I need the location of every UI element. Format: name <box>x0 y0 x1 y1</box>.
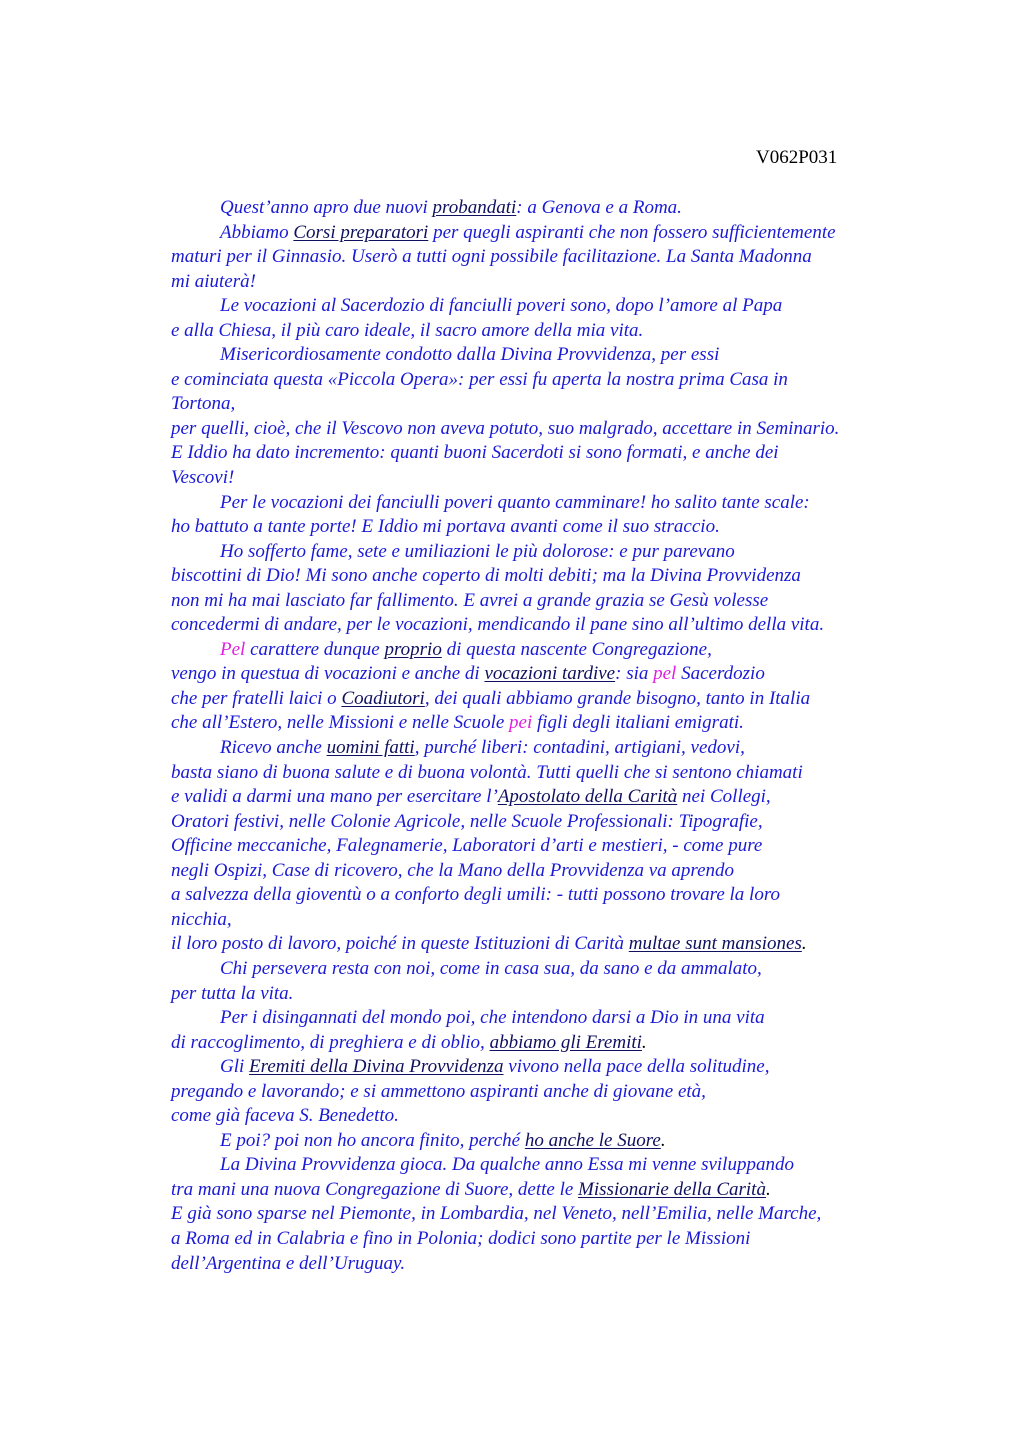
underlined-term: probandati <box>432 197 517 218</box>
text-line: maturi per il Ginnasio. Userò a tutti ogni possibile facilitazione. La Santa Madonna <box>171 246 812 268</box>
text-line: Abbiamo Corsi preparatori per quegli aspiranti che non fossero sufficientemente <box>220 221 836 243</box>
text-line: nicchia, <box>171 908 232 930</box>
underlined-term: multae sunt mansiones <box>628 933 802 955</box>
page-identifier: V062P031 <box>756 147 838 168</box>
underlined-term: abbiamo gli Eremiti <box>489 1031 642 1053</box>
text-line: e alla Chiesa, il più caro ideale, il sacro amore della mia vita. <box>171 319 644 341</box>
text-line: mi aiuterà! <box>171 270 256 292</box>
text-line: a Roma ed in Calabria e fino in Polonia; dodici sono partite per le Missioni <box>171 1227 751 1249</box>
document-body <box>171 196 1011 1276</box>
text-line: E già sono sparse nel Piemonte, in Lombardia, nel Veneto, nell’Emilia, nelle Marche, <box>171 1203 822 1225</box>
text-line: Oratori festivi, nelle Colonie Agricole, nelle Scuole Professionali: Tipografie, <box>171 810 763 832</box>
text-line: non mi ha mai lasciato far fallimento. E avrei a grande grazia se Gesù volesse <box>171 589 769 611</box>
text-line: il loro posto di lavoro, poiché in queste Istituzioni di Carità multae sunt mansiones. <box>171 933 807 955</box>
underlined-term: Missionarie della Carità <box>578 1178 766 1200</box>
underlined-term: Corsi preparatori <box>293 221 429 243</box>
text-line: E poi? poi non ho ancora finito, perché ho anche le Suore. <box>220 1129 666 1151</box>
underlined-term: vocazioni tardive <box>484 663 616 685</box>
text-line: pregando e lavorando; e si ammettono aspiranti anche di giovane età, <box>171 1080 706 1102</box>
text-line: vengo in questua di vocazioni e anche di vocazioni tardive: sia pel Sacerdozio <box>171 663 765 685</box>
text-line: che all’Estero, nelle Missioni e nelle Scuole pei figli degli italiani emigrati. <box>171 712 744 734</box>
text-line: per quelli, cioè, che il Vescovo non aveva potuto, suo malgrado, accettare in Seminario. <box>171 417 840 439</box>
underlined-term: Coadiutori <box>341 687 425 709</box>
highlighted-word: pei <box>509 712 533 734</box>
text-line: basta siano di buona salute e di buona volontà. Tutti quelli che si sentono chiamati <box>171 761 803 783</box>
text-line: biscottini di Dio! Mi sono anche coperto di molti debiti; ma la Divina Provvidenza <box>171 565 801 587</box>
text-line: e cominciata questa «Piccola Opera»: per essi fu aperta la nostra prima Casa in <box>171 368 788 390</box>
underlined-term: ho anche le Suore <box>524 1129 661 1151</box>
underlined-term: Eremiti della Divina Provvidenza <box>249 1056 504 1078</box>
text-line: di raccoglimento, di preghiera e di oblio, abbiamo gli Eremiti. <box>171 1031 647 1053</box>
text-line: negli Ospizi, Case di ricovero, che la Mano della Provvidenza va aprendo <box>171 859 735 881</box>
text-line: e validi a darmi una mano per esercitare l’Apostolato della Carità nei Collegi, <box>171 786 771 808</box>
text-line: Ho sofferto fame, sete e umiliazioni le più dolorose: e pur parevano <box>220 540 735 562</box>
underlined-term: proprio <box>384 638 442 660</box>
text-line: Quest’anno apro due nuovi probandati: a Genova e a Roma. <box>220 197 682 218</box>
text-line: Chi persevera resta con noi, come in casa sua, da sano e da ammalato, <box>220 957 762 979</box>
text-line: tra mani una nuova Congregazione di Suore, dette le Missionarie della Carità. <box>171 1178 771 1200</box>
text-line: per tutta la vita. <box>171 982 294 1004</box>
text-line: Officine meccaniche, Falegnamerie, Laboratori d’arti e mestieri, - come pure <box>171 835 763 857</box>
text-line: ho battuto a tante porte! E Iddio mi portava avanti come il suo straccio. <box>171 516 720 538</box>
highlighted-word: Pel <box>220 638 246 660</box>
text-line: che per fratelli laici o Coadiutori, dei quali abbiamo grande bisogno, tanto in Italia <box>171 687 811 709</box>
underlined-term: Apostolato della Carità <box>497 786 678 808</box>
text-line: Tortona, <box>171 393 236 415</box>
text-line: E Iddio ha dato incremento: quanti buoni Sacerdoti si sono formati, e anche dei <box>171 442 779 464</box>
text-line: a salvezza della gioventù o a conforto degli umili: - tutti possono trovare la loro <box>171 884 781 906</box>
text-line: Ricevo anche uomini fatti, purché liberi: contadini, artigiani, vedovi, <box>220 737 745 759</box>
text-line: Misericordiosamente condotto dalla Divina Provvidenza, per essi <box>220 344 720 366</box>
text-line: come già faceva S. Benedetto. <box>171 1105 399 1127</box>
text-line: Pel carattere dunque proprio di questa nascente Congregazione, <box>220 638 712 660</box>
underlined-term: uomini fatti <box>326 737 415 759</box>
text-line: La Divina Provvidenza gioca. Da qualche anno Essa mi venne sviluppando <box>220 1154 794 1176</box>
text-line: Le vocazioni al Sacerdozio di fanciulli poveri sono, dopo l’amore al Papa <box>220 295 783 317</box>
highlighted-word: pel <box>653 663 677 685</box>
text-line: Per le vocazioni dei fanciulli poveri quanto camminare! ho salito tante scale: <box>220 491 810 513</box>
text-line: dell’Argentina e dell’Uruguay. <box>171 1252 406 1274</box>
text-line: Gli Eremiti della Divina Provvidenza vivono nella pace della solitudine, <box>220 1056 770 1078</box>
text-line: concedermi di andare, per le vocazioni, mendicando il pane sino all’ultimo della vita. <box>171 614 825 636</box>
text-line: Vescovi! <box>171 467 235 489</box>
text-line: Per i disingannati del mondo poi, che intendono darsi a Dio in una vita <box>220 1007 765 1029</box>
